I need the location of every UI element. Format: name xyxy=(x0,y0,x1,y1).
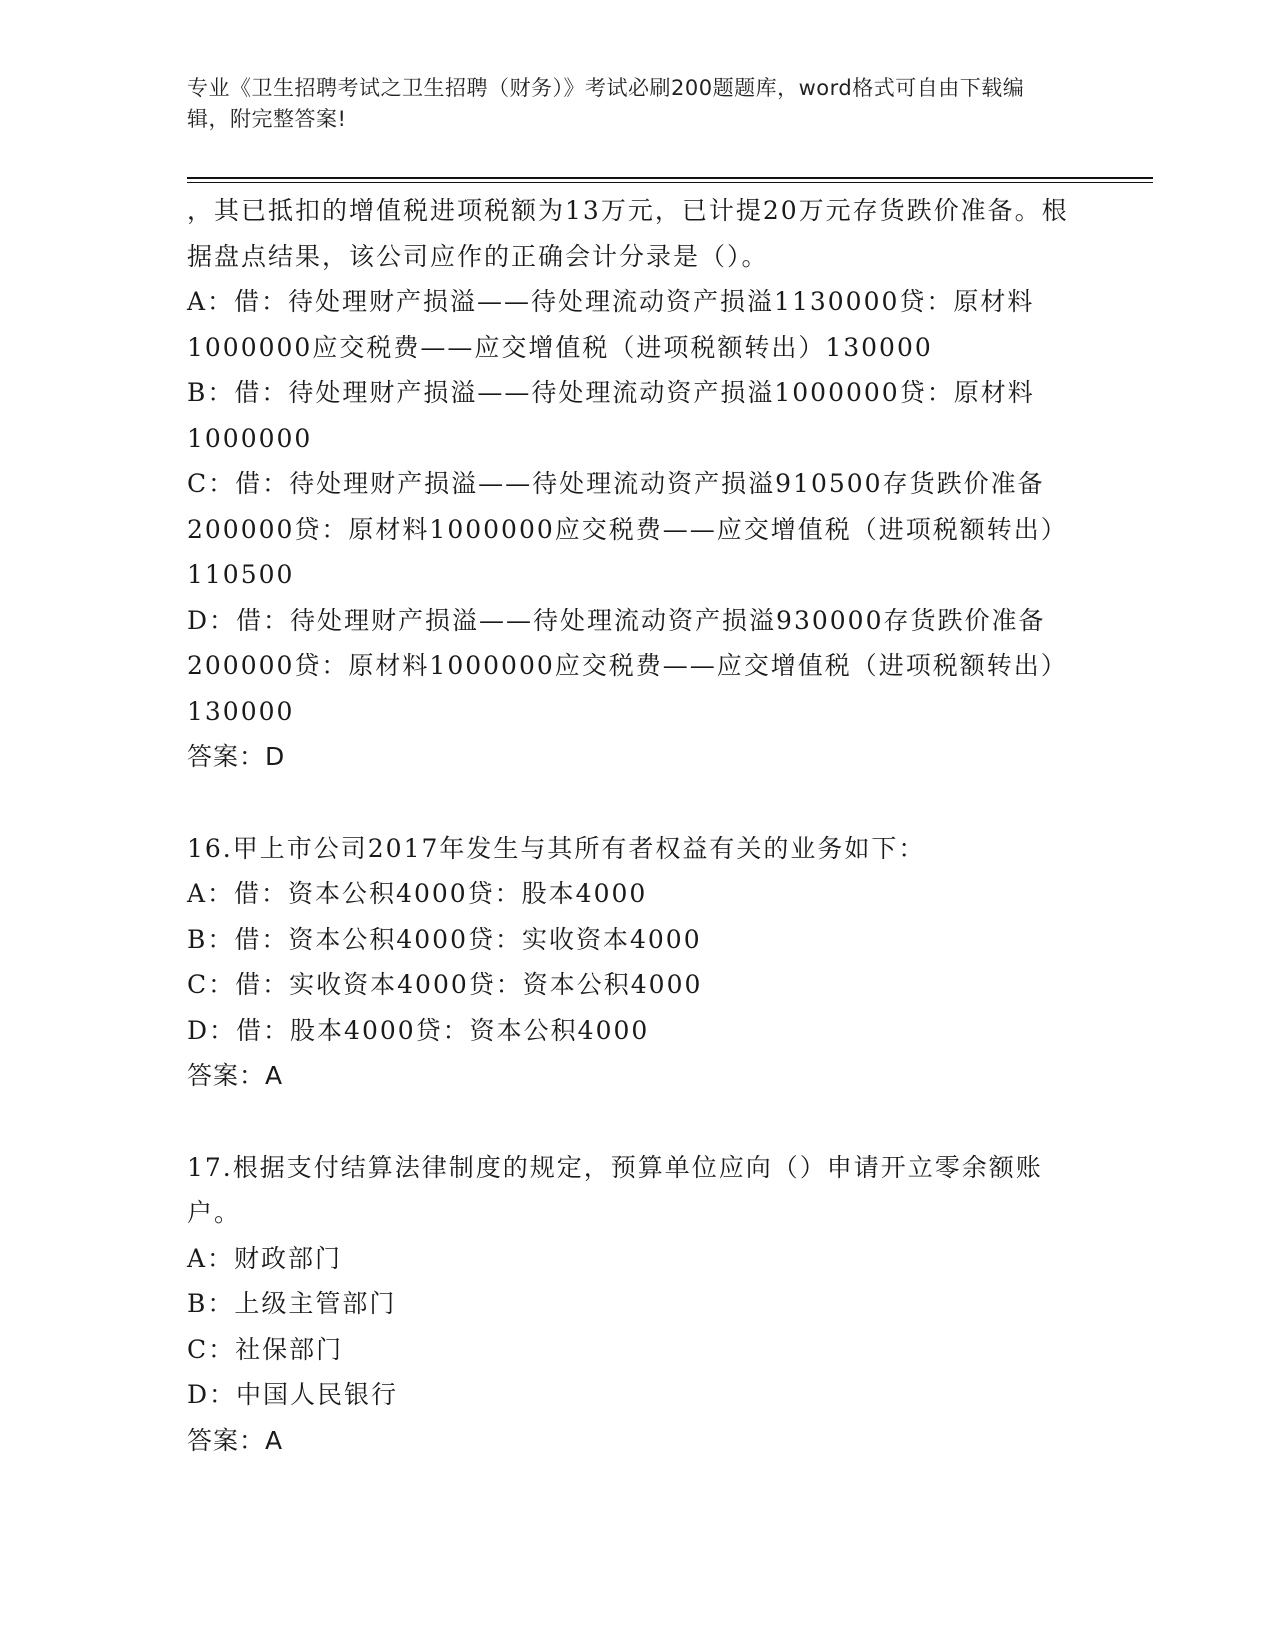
header-divider-thick xyxy=(187,177,1153,179)
answer-line: 答案：D xyxy=(187,742,286,771)
answer-line: 答案：A xyxy=(187,1061,284,1090)
document-body xyxy=(187,188,1087,1463)
option-c: C：借：实收资本4000贷：资本公积4000 xyxy=(187,970,703,999)
question-stem: 16.甲上市公司2017年发生与其所有者权益有关的业务如下： xyxy=(187,833,926,863)
question-stem: 17.根据支付结算法律制度的规定，预算单位应向（）申请开立零余额账户。 xyxy=(187,1152,1043,1227)
option-a: A：借：待处理财产损溢——待处理流动资产损溢1130000贷：原材料1000000应交税费——应交增值税（进项税额转出）130000 xyxy=(187,287,1035,362)
option-d: D：借：股本4000贷：资本公积4000 xyxy=(187,1015,650,1045)
option-a: A：财政部门 xyxy=(187,1243,343,1273)
option-b: B：借：待处理财产损溢——待处理流动资产损溢1000000贷：原材料1000000 xyxy=(187,378,1035,453)
option-c: C：社保部门 xyxy=(187,1334,344,1364)
question-17 xyxy=(187,1145,1087,1464)
option-b: B：上级主管部门 xyxy=(187,1289,397,1318)
option-d: D：中国人民银行 xyxy=(187,1380,399,1409)
question-16 xyxy=(187,826,1087,1099)
option-b: B：借：资本公积4000贷：实收资本4000 xyxy=(187,924,702,954)
option-c: C：借：待处理财产损溢——待处理流动资产损溢910500存货跌价准备200000贷：原材料1000000应交税费——应交增值税（进项税额转出）110500 xyxy=(187,469,1068,589)
option-a: A：借：资本公积4000贷：股本4000 xyxy=(187,879,648,908)
option-d: D：借：待处理财产损溢——待处理流动资产损溢930000存货跌价准备200000贷：原材料1000000应交税费——应交增值税（进项税额转出）130000 xyxy=(187,605,1068,726)
document-header: 专业《卫生招聘考试之卫生招聘（财务）》考试必刷200题题库，word格式可自由下载编辑，附完整答案! xyxy=(187,76,1025,131)
header-divider-thin xyxy=(187,182,1153,183)
question-15 xyxy=(187,188,1087,780)
answer-line: 答案：A xyxy=(187,1425,284,1455)
question-stem: ，其已抵扣的增值税进项税额为13万元，已计提20万元存货跌价准备。根据盘点结果，该公司应作的正确会计分录是（）。 xyxy=(187,196,1069,271)
